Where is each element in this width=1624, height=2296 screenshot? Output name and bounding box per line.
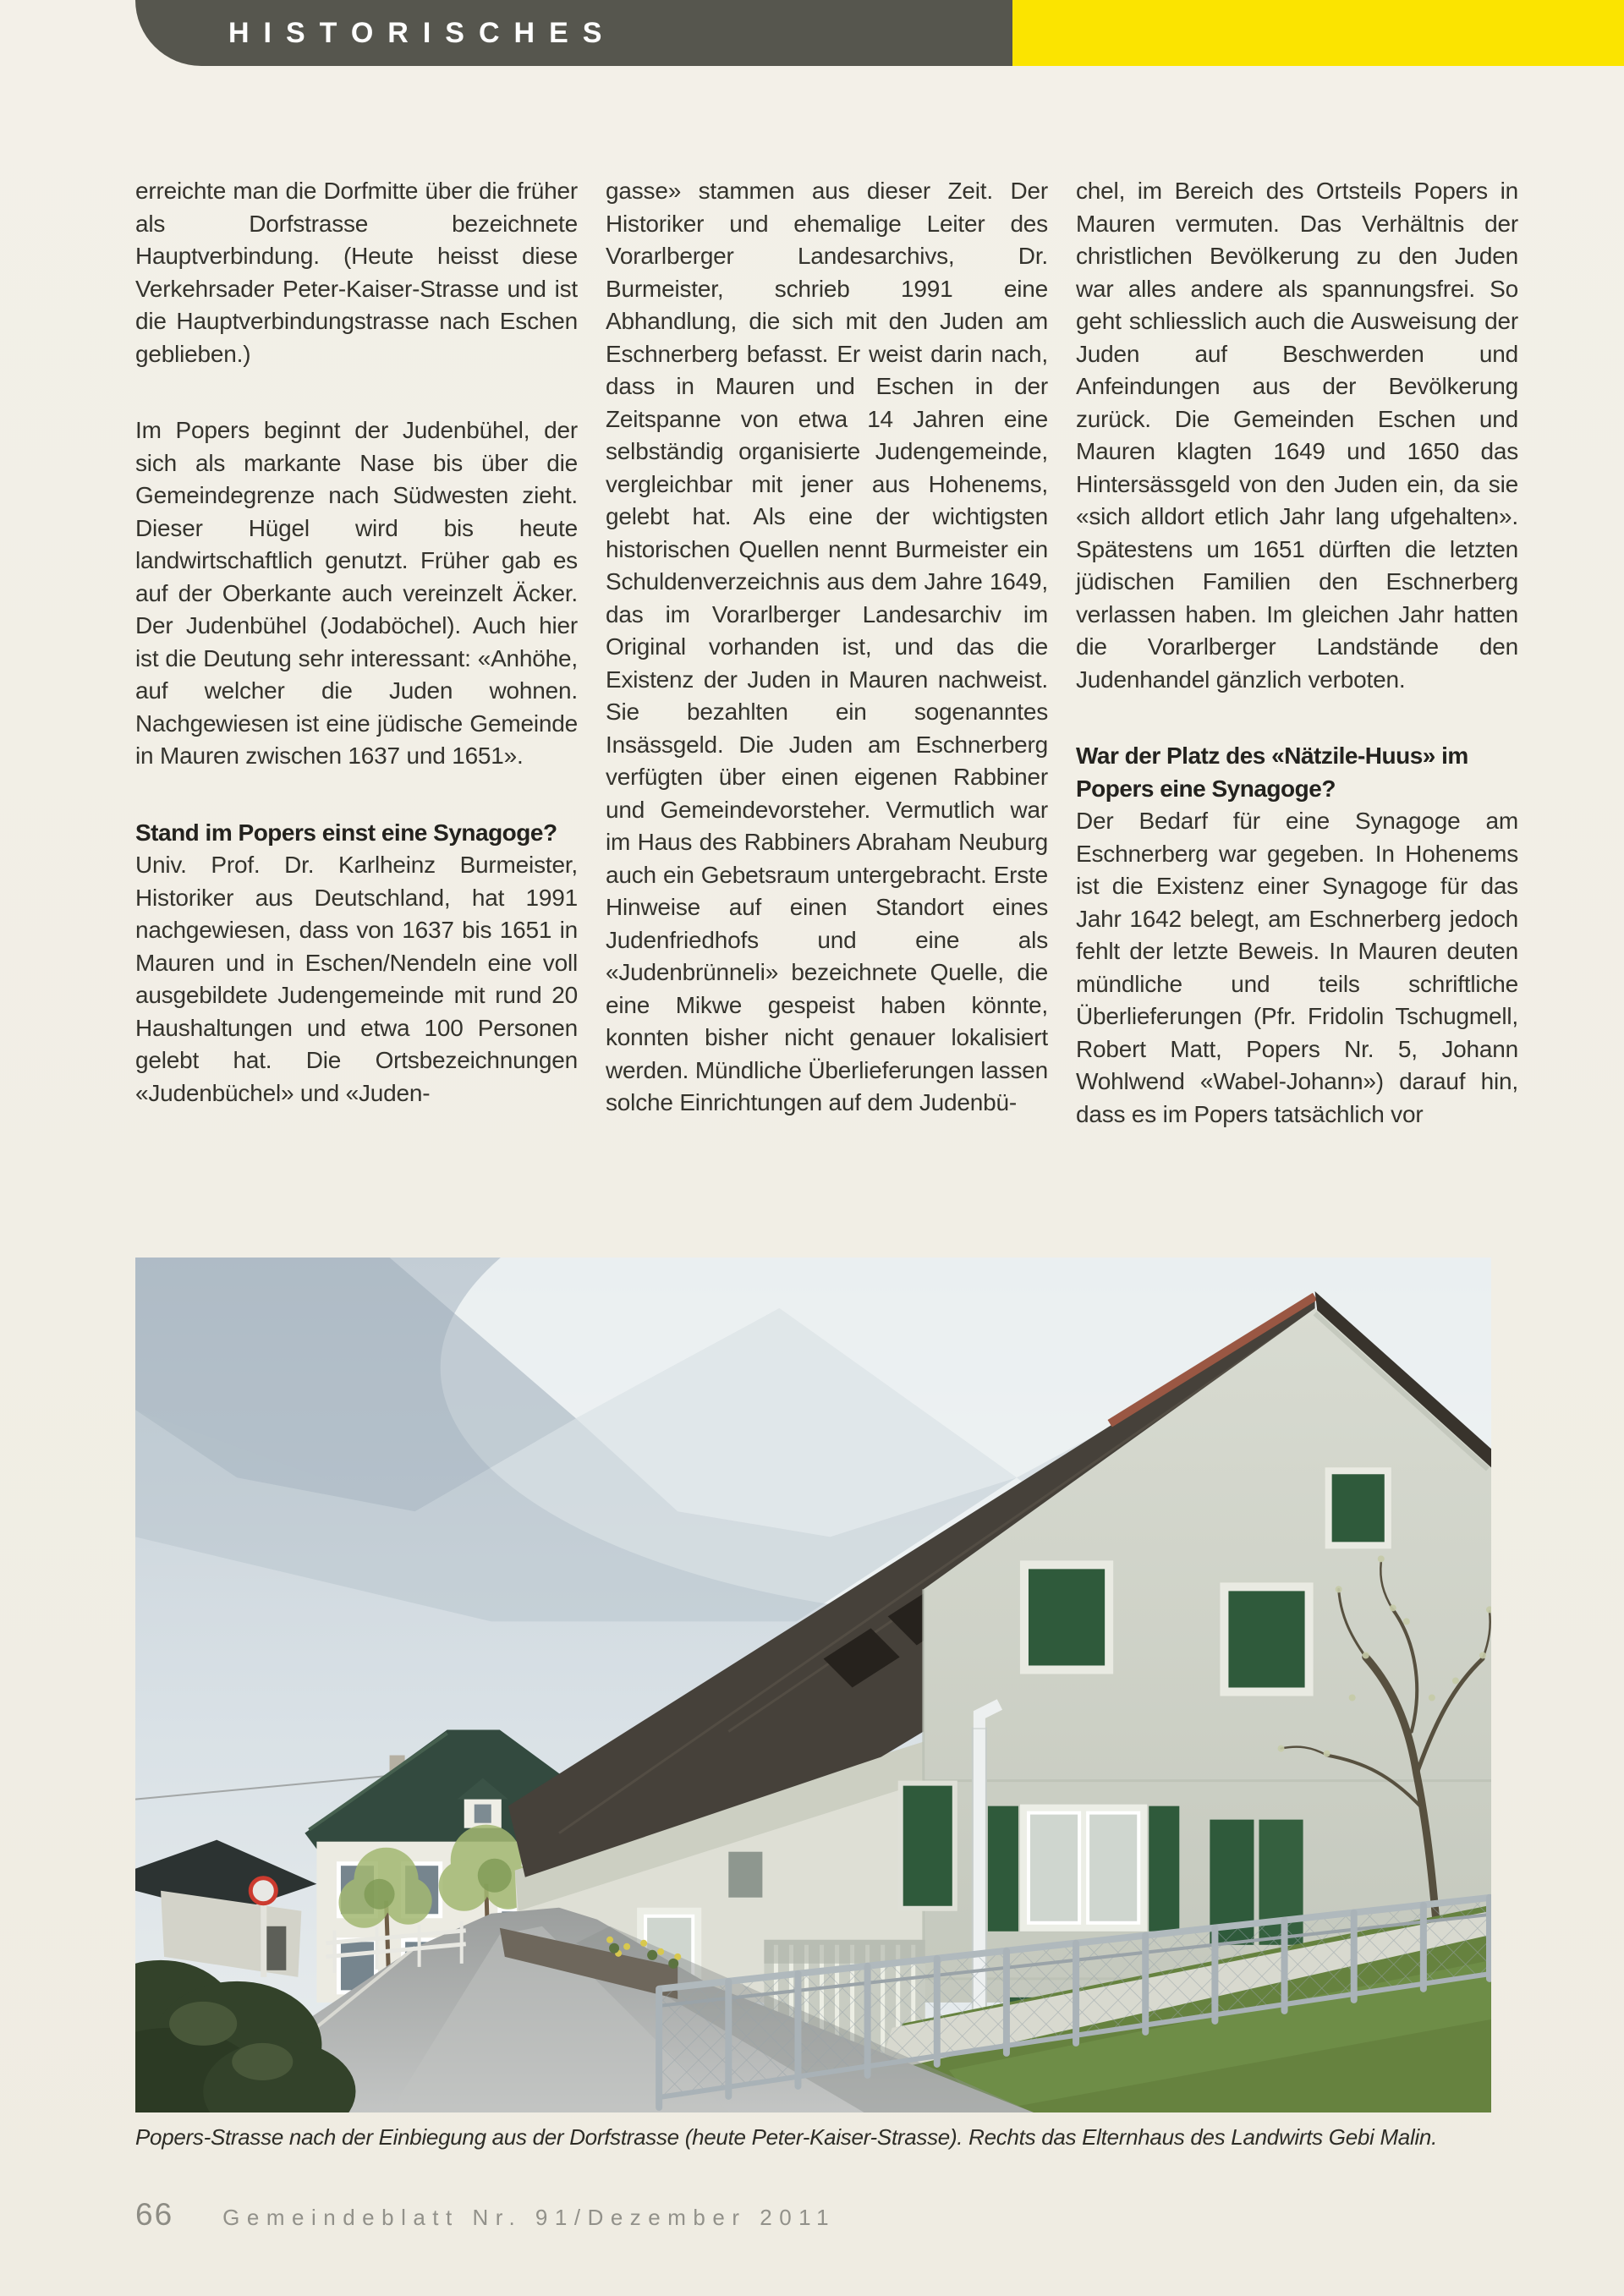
article-body: [135, 175, 1518, 1249]
accent-yellow-bar: [1012, 0, 1624, 66]
issue-label: Gemeindeblatt Nr. 91/Dezember 2011: [222, 2205, 837, 2230]
body-paragraph: chel, im Bereich des Ortsteils Popers in Mauren vermuten. Das Verhältnis der christlichen Bevölkerung zu den Juden war alles andere als spannungsfrei. So geht schliesslich auch die Ausweisung der Juden auf Beschwerden und Anfeindungen aus der Bevölkerung zurück. Die Gemeinden Eschen und Mauren klagten 1649 und 1650 das Hintersässgeld von den Juden ein, da sie «sich alldort etlich Jahr lang ufgehalten». Spätestens um 1651 dürften die letzten jüdischen Familien den Eschnerberg verlassen haben. Im gleichen Jahr hatten die Vorarlberger Landstände den Judenhandel gänzlich verboten.: [1076, 178, 1518, 693]
column-2: [606, 175, 1048, 1249]
body-paragraph: erreichte man die Dorfmitte über die früher als Dorfstrasse bezeichnete Hauptverbindung. (Heute heisst diese Verkehrsader Peter-Kaiser-Strasse und ist die Hauptverbindungstrasse nach Eschen geblieben.): [135, 178, 578, 367]
body-paragraph: Der Bedarf für eine Synagoge am Eschnerberg war gegeben. In Hohenems ist die Existenz einer Synagoge für das Jahr 1642 belegt, am Eschnerberg jedoch fehlt der letzte Beweis. In Mauren deuten mündliche und teils schriftliche Überlieferungen (Pfr. Fridolin Tschugmell, Robert Matt, Popers Nr. 5, Johann Wohlwend «Wabel-Johann») darauf hin, dass es im Popers tatsächlich vor: [1076, 808, 1518, 1127]
header-bar: [135, 0, 1012, 66]
section-heading: War der Platz des «Nätzile-Huus» im Popers eine Synagoge?: [1076, 743, 1468, 802]
body-paragraph: Im Popers beginnt der Judenbühel, der sich als markante Nase bis über die Gemeindegrenze nach Südwesten zieht. Dieser Hügel wird bis heute landwirtschaftlich genutzt. Früher gab es auf der Oberkante auch vereinzelt Äcker. Der Judenbühel (Jodaböchel). Auch hier ist die Deutung sehr interessant: «Anhöhe, auf welcher die Juden wohnen. Nachgewiesen ist eine jüdische Gemeinde in Mauren zwischen 1637 und 1651».: [135, 417, 578, 769]
column-1: [135, 175, 578, 1249]
street-photo-illustration: [135, 1258, 1491, 2112]
column-3: [1076, 175, 1518, 1249]
section-heading: Stand im Popers einst eine Synagoge?: [135, 819, 557, 846]
page-number: 66: [135, 2197, 174, 2232]
page-footer: [135, 2197, 1522, 2233]
body-paragraph: Univ. Prof. Dr. Karlheinz Burmeister, Historiker aus Deutschland, hat 1991 nachgewiesen, dass von 1637 bis 1651 in Mauren und in Eschen/Nendeln eine voll ausgebildete Judengemeinde mit rund 20 Haushaltungen und etwa 100 Personen gelebt hat. Die Ortsbezeichnungen «Judenbüchel» und «Juden-: [135, 852, 578, 1106]
page-section-title: HISTORISCHES: [228, 17, 617, 49]
photo-caption: Popers-Strasse nach der Einbiegung aus der Dorfstrasse (heute Peter-Kaiser-Strasse). Rechts das Elternhaus des Landwirts Gebi Malin.: [135, 2124, 1438, 2150]
street-photo: [135, 1258, 1491, 2112]
body-paragraph: gasse» stammen aus dieser Zeit. Der Historiker und ehemalige Leiter des Vorarlberger Landesarchivs, Dr. Burmeister, schrieb 1991 eine Abhandlung, die sich mit den Juden am Eschnerberg befasst. Er weist darin nach, dass in Mauren und Eschen in der Zeitspanne von etwa 14 Jahren eine selbständig organisierte Judengemeinde, vergleichbar mit jener aus Hohenems, gelebt hat. Als eine der wichtigsten historischen Quellen nennt Burmeister ein Schuldenverzeichnis aus dem Jahre 1649, das im Vorarlberger Landesarchiv im Original vorhanden ist, und das die Existenz der Juden in Mauren nachweist. Sie bezahlten ein sogenanntes Insässgeld. Die Juden am Eschnerberg verfügten über einen eigenen Rabbiner und Gemeindevorsteher. Vermutlich war im Haus des Rabbiners Abraham Neuburg auch ein Gebetsraum untergebracht. Erste Hinweise auf einen Standort eines Judenfriedhofs und eine als «Judenbrünneli» bezeichnete Quelle, die eine Mikwe gespeist haben könnte, konnten bisher nicht genauer lokalisiert werden. Mündliche Überlieferungen lassen solche Einrichtungen auf dem Judenbü-: [606, 178, 1048, 1115]
